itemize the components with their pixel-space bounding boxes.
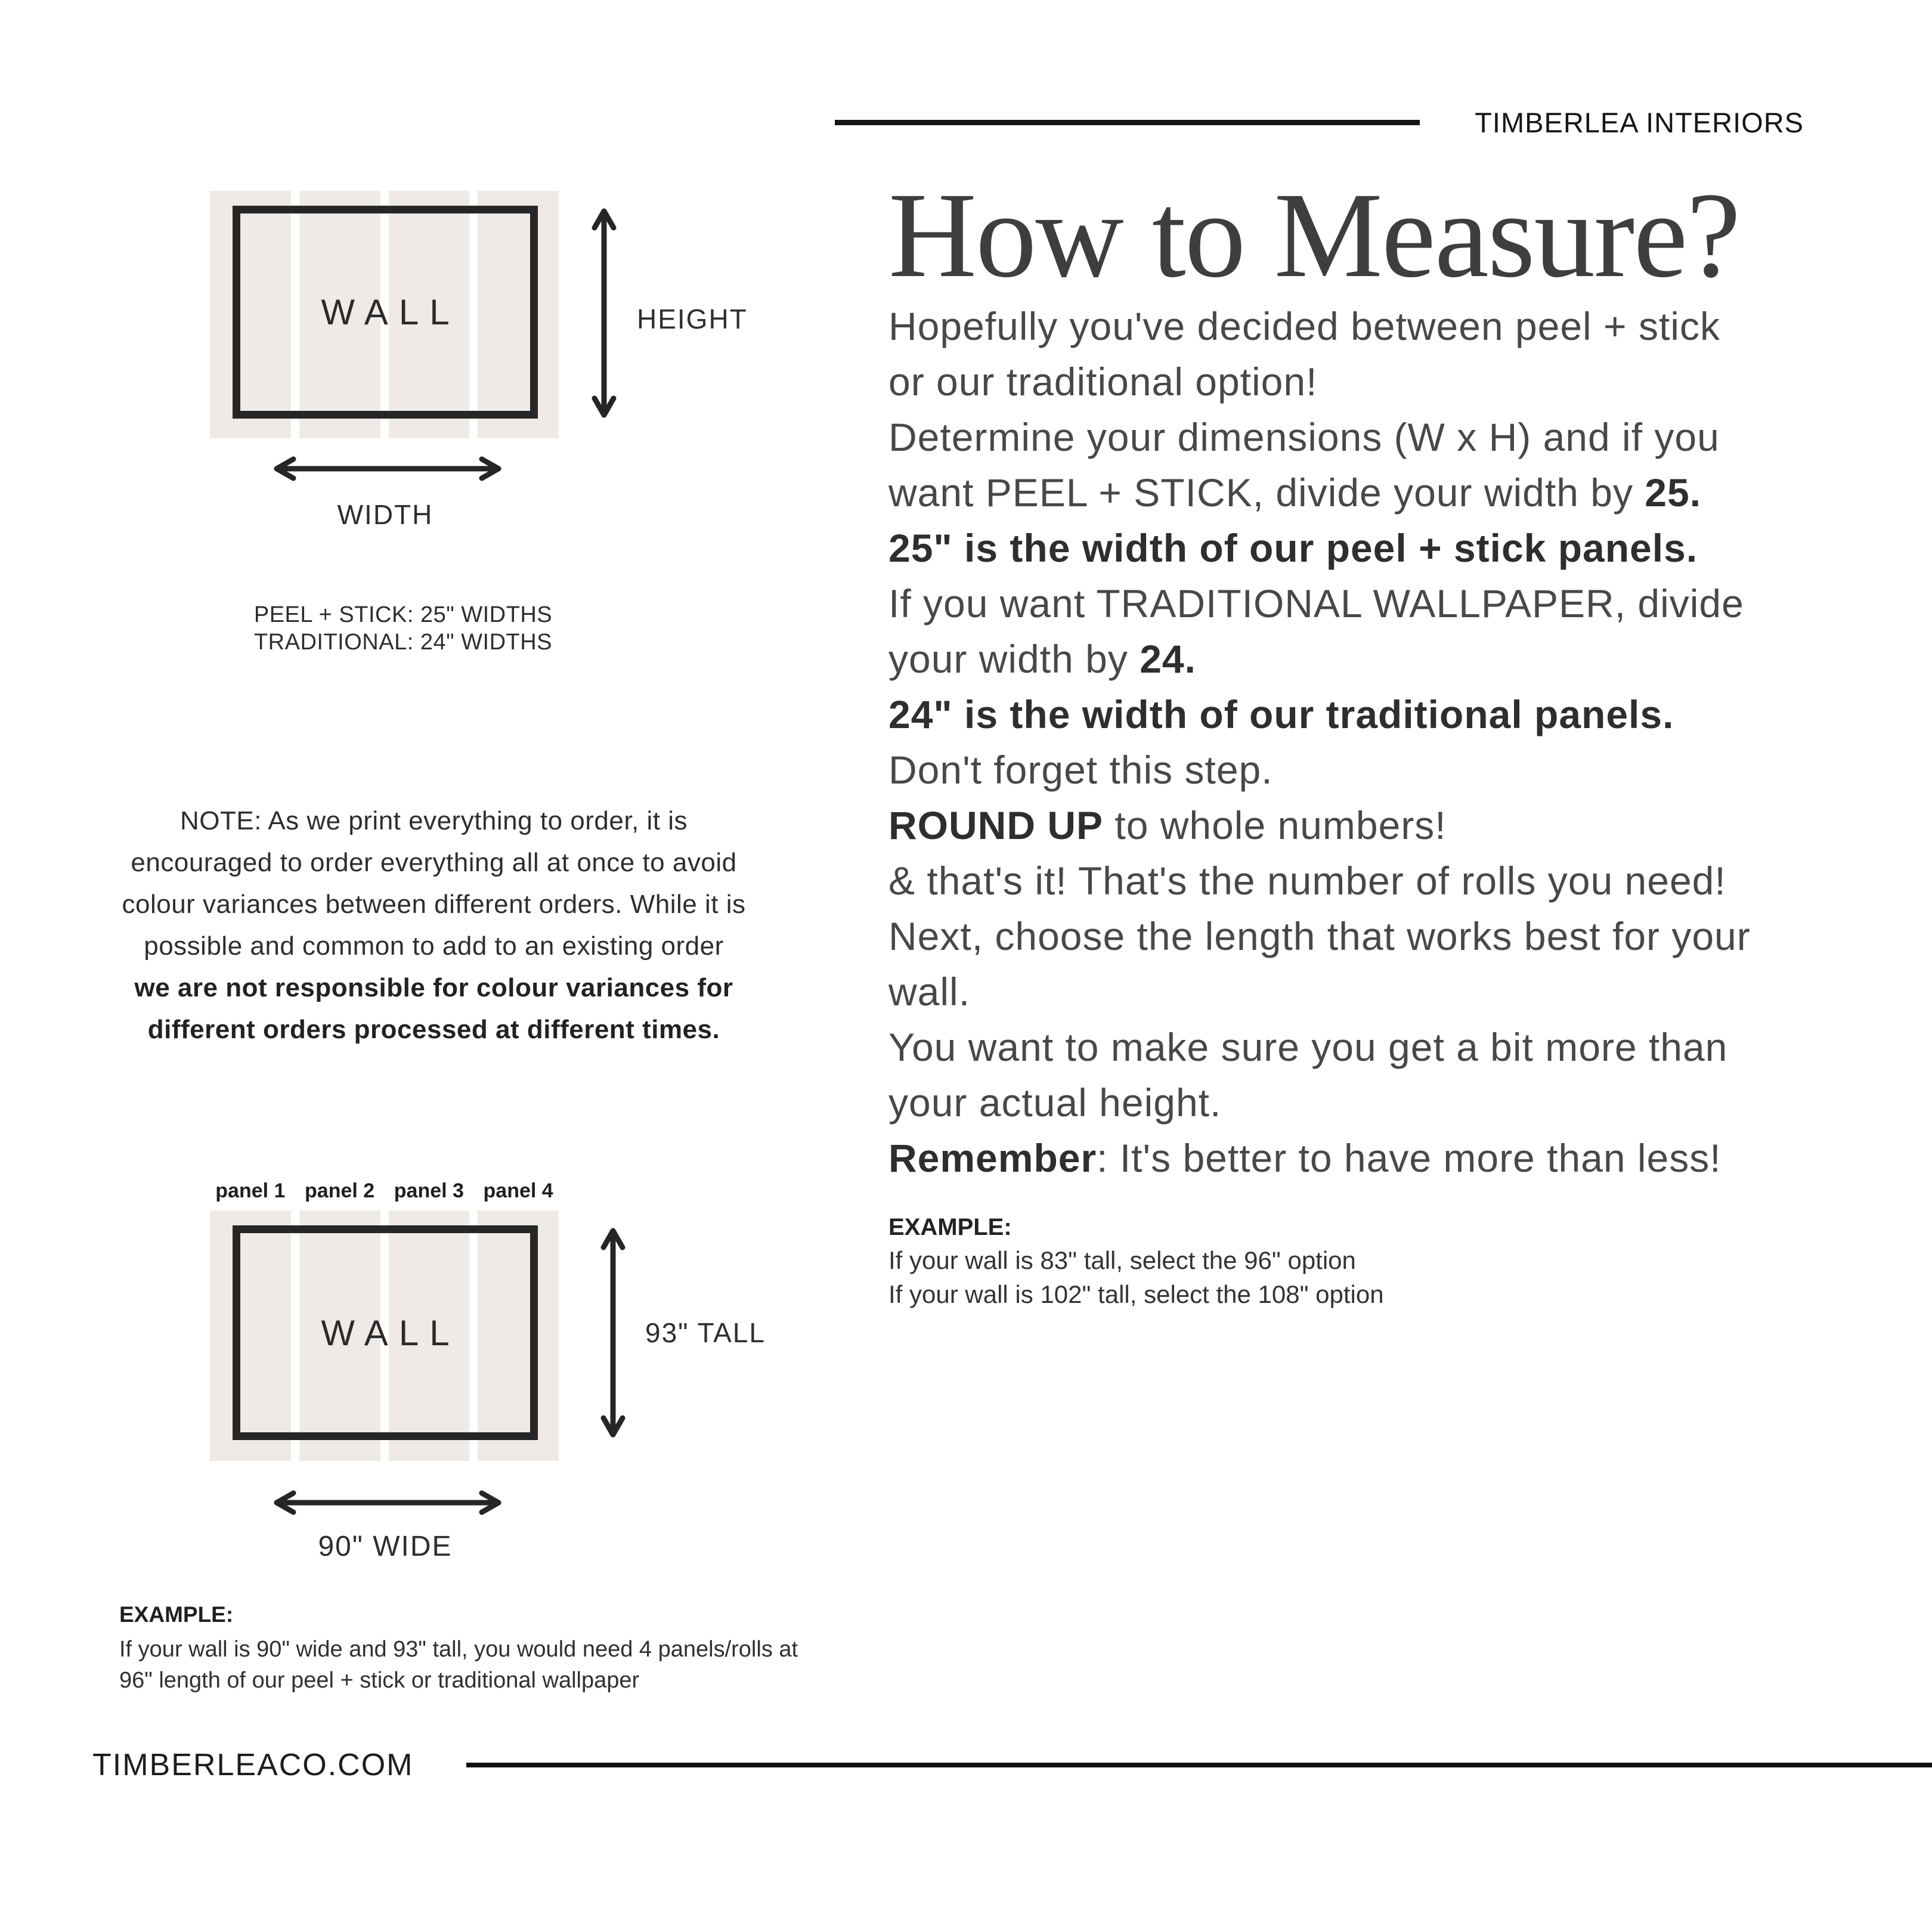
page-title: How to Measure?: [888, 168, 1740, 303]
wall-diagram-example: [210, 1210, 559, 1461]
peel-stick-paragraph: [888, 410, 1801, 576]
remember-emphasis: Remember: [888, 1136, 1097, 1181]
width-label: WIDTH: [337, 499, 434, 530]
length-paragraph: [888, 909, 1801, 1186]
header-rule: [835, 120, 1420, 125]
example-label: EXAMPLE:: [119, 1602, 234, 1627]
traditional-width-spec: TRADITIONAL: 24" WIDTHS: [253, 630, 553, 655]
wall-label: WALL: [321, 1312, 460, 1353]
left-example: [119, 1599, 877, 1696]
website-url: TIMBERLEACO.COM: [92, 1748, 414, 1782]
traditional-paragraph: [888, 576, 1801, 742]
panel-widths-note: [224, 601, 582, 656]
text-line: Next, choose the length that works best for your: [888, 914, 1751, 959]
peel-stick-width-spec: PEEL + STICK: 25" WIDTHS: [253, 602, 553, 627]
footer-rule: [466, 1763, 1932, 1767]
text-line: Determine your dimensions (W x H) and if you: [888, 415, 1720, 460]
wall-outline: [233, 206, 538, 419]
text-line: If you want TRADITIONAL WALLPAPER, divide: [888, 581, 1744, 626]
example-line: If your wall is 83" tall, select the 96" option: [888, 1246, 1356, 1275]
divisor-25: 25.: [1645, 470, 1702, 515]
panel-1-label: panel 1: [215, 1179, 286, 1202]
tall-label: 93" TALL: [645, 1317, 766, 1348]
wall-outline: [233, 1225, 538, 1440]
rolls-needed-paragraph: & that's it! That's the number of rolls you need!: [888, 859, 1726, 903]
wall-diagram-basic: [210, 191, 559, 438]
wall-label: WALL: [321, 292, 460, 332]
main-content: [888, 168, 1801, 1311]
height-arrow: [587, 204, 621, 422]
footer: [92, 1747, 1932, 1783]
text-line: or our traditional option!: [888, 360, 1318, 404]
header: [835, 106, 1804, 139]
note-line: encouraged to order everything all at once to avoid: [131, 848, 737, 877]
note-line: colour variances between different orders. While it is: [122, 890, 746, 919]
panel-3-label: panel 3: [394, 1179, 464, 1202]
text-line: Don't forget this step.: [888, 748, 1273, 792]
note-line-bold: different orders processed at different times.: [147, 1015, 720, 1044]
panel-number-labels: [210, 1179, 559, 1203]
note-line: possible and common to add to an existing order: [144, 931, 724, 961]
text-line: wall.: [888, 970, 971, 1014]
text-line: want PEEL + STICK, divide your width by: [888, 470, 1645, 515]
peel-stick-width-statement: 25" is the width of our peel + stick panels.: [888, 526, 1698, 571]
panel-4-label: panel 4: [483, 1179, 553, 1202]
print-to-order-note: [89, 800, 778, 1051]
brand-name: TIMBERLEA INTERIORS: [1475, 107, 1804, 138]
example-line: If your wall is 102" tall, select the 108" option: [888, 1280, 1384, 1309]
intro-paragraph: [888, 299, 1801, 410]
text-line: You want to make sure you get a bit more than: [888, 1025, 1728, 1070]
round-up-paragraph: [888, 742, 1801, 853]
text-line: your actual height.: [888, 1080, 1222, 1125]
wide-label: 90" WIDE: [318, 1531, 453, 1562]
right-example: [888, 1211, 1801, 1311]
note-line-bold: we are not responsible for colour variances for: [134, 973, 733, 1002]
divisor-24: 24.: [1140, 637, 1196, 682]
example-label: EXAMPLE:: [888, 1214, 1012, 1241]
example-line: 96" length of our peel + stick or traditional wallpaper: [119, 1668, 640, 1693]
note-line: NOTE: As we print everything to order, it is: [180, 806, 688, 835]
wide-arrow: [268, 1486, 507, 1519]
height-label: HEIGHT: [637, 304, 748, 335]
width-arrow: [268, 452, 507, 485]
tall-arrow: [596, 1224, 630, 1442]
traditional-width-statement: 24" is the width of our traditional panels.: [888, 692, 1674, 737]
round-up-emphasis: ROUND UP: [888, 803, 1104, 848]
text-line: to whole numbers!: [1103, 803, 1447, 848]
panel-2-label: panel 2: [305, 1179, 375, 1202]
text-line: : It's better to have more than less!: [1097, 1136, 1722, 1181]
text-line: Hopefully you've decided between peel + stick: [888, 304, 1720, 349]
text-line: your width by: [888, 637, 1140, 682]
example-line: If your wall is 90" wide and 93" tall, you would need 4 panels/rolls at: [119, 1637, 798, 1662]
